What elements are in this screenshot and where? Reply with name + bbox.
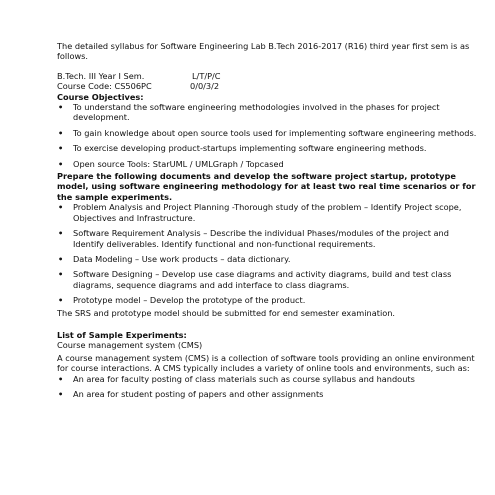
- sample-description: A course management system (CMS) is a collection of software tools providing an online environment for course interactions. A CMS typically includes a variety of online tools and environments, such as:: [57, 352, 475, 374]
- ltpc-value: 0/0/3/2: [190, 81, 220, 92]
- list-item: • Software Designing – Develop use case diagrams and activity diagrams, build and test class diagrams, sequence diagrams and add interface to class diagrams.: [58, 269, 452, 290]
- bullet-icon: •: [58, 143, 64, 154]
- list-item: • An area for student posting of papers and other assignments: [58, 388, 324, 399]
- list-item: • Data Modeling – Use work products – data dictionary.: [58, 253, 291, 264]
- course-code-label: Course Code: CS506PC: [57, 81, 152, 92]
- objectives-heading: Course Objectives:: [57, 91, 144, 102]
- list-item: • Open source Tools: StarUML / UMLGraph / Topcased: [58, 158, 284, 169]
- ltpc-label: L/T/P/C: [192, 70, 221, 81]
- bullet-icon: •: [58, 158, 64, 169]
- samples-list: [57, 374, 477, 400]
- course-code-row: [57, 81, 477, 91]
- bullet-icon: •: [58, 269, 64, 280]
- list-item: • To exercise developing product-startups implementing software engineering methods.: [58, 143, 427, 154]
- bullet-icon: •: [58, 127, 64, 138]
- objectives-list: [57, 102, 477, 169]
- list-item: • To gain knowledge about open source tools used for implementing software engineering methods.: [58, 127, 477, 138]
- bullet-icon: •: [58, 295, 64, 306]
- bullet-icon: •: [58, 228, 64, 239]
- list-item: • An area for faculty posting of class materials such as course syllabus and handouts: [58, 373, 415, 384]
- bullet-icon: •: [58, 388, 64, 399]
- sample-experiments-heading: List of Sample Experiments:: [57, 329, 187, 340]
- sample-subheading: Course management system (CMS): [57, 340, 203, 351]
- submission-note: The SRS and prototype model should be submitted for end semester examination.: [57, 307, 396, 318]
- bullet-icon: •: [58, 373, 64, 384]
- semester-label: B.Tech. III Year I Sem.: [57, 70, 145, 81]
- list-item: • Problem Analysis and Project Planning -Thorough study of the problem – Identify Project scope, Objectives and Infrastructure.: [58, 202, 462, 223]
- instructions-text: Prepare the following documents and develop the software project startup, prototype model, using software engineering methodology for at least two real time scenarios or for the sample experiments.: [57, 171, 476, 202]
- bullet-icon: •: [58, 202, 64, 213]
- intro-text: The detailed syllabus for Software Engineering Lab B.Tech 2016-2017 (R16) third year first sem is as follows.: [57, 41, 470, 62]
- list-item: • Prototype model – Develop the prototype of the product.: [58, 295, 306, 306]
- semester-row: [57, 71, 477, 81]
- list-item: • To understand the software engineering methodologies involved in the phases for project development.: [58, 102, 440, 123]
- list-item: • Software Requirement Analysis – Describe the individual Phases/modules of the project and Identify deliverables. Identify functional and non-functional requirements.: [58, 228, 449, 249]
- bullet-icon: •: [58, 102, 64, 113]
- experiments-list: [57, 202, 477, 305]
- syllabus-document: [57, 41, 477, 404]
- bullet-icon: •: [58, 253, 64, 264]
